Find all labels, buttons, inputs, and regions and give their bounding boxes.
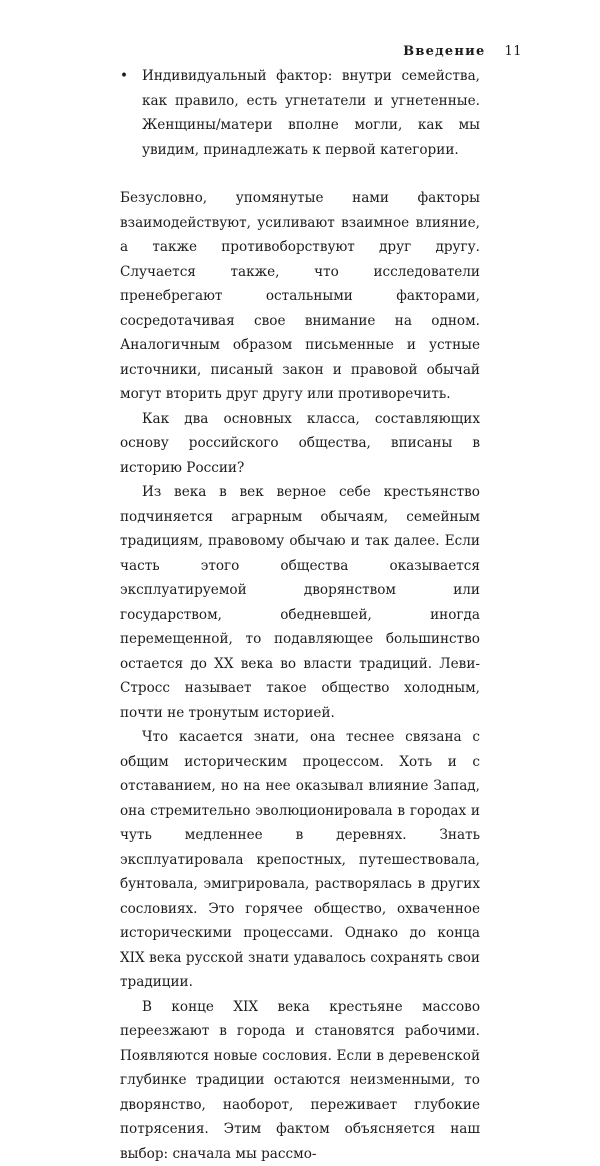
paragraph: Безусловно, упомянутые нами факторы взаимодействуют, усиливают взаимное влияние, а также противоборствуют друг другу. Случается также, что исследователи пренебрегают остальными факторами, сосредотачивая свое внимание на одном. Аналогичным образом письменные и устные источники, писаный закон и правовой обычай могут вторить друг другу или противоречить. xyxy=(120,186,480,407)
page-body xyxy=(120,64,480,1166)
bullet-icon: • xyxy=(120,64,128,89)
bullet-text: Индивидуальный фактор: внутри семейства, как правило, есть угнетатели и угнетенные. Женщины/матери вполне могли, как мы увидим, принадлежать к первой категории. xyxy=(142,64,480,162)
paragraph: Из века в век верное себе крестьянство подчиняется аграрным обычаям, семейным традициям, правовому обычаю и так далее. Если часть этого общества оказывается эксплуатируемой дворянством или государством, обедневшей, иногда перемещенной, то подавляющее большинство остается до XX века во власти традиций. Леви-Стросс называет такое общество холодным, почти не тронутым историей. xyxy=(120,480,480,725)
bullet-item xyxy=(120,64,480,162)
page-number: 11 xyxy=(504,44,522,59)
paragraph: Как два основных класса, составляющих основу российского общества, вписаны в историю России? xyxy=(120,407,480,481)
running-head-section: Введение xyxy=(403,44,485,59)
paragraph: В конце XIX века крестьяне массово переезжают в города и становятся рабочими. Появляются новые сословия. Если в деревенской глубинке традиции остаются неизменными, то дворянство, наоборот, переживает глубокие потрясения. Этим фактом объясняется наш выбор: сначала мы рассмо- xyxy=(120,995,480,1166)
paragraph: Что касается знати, она теснее связана с общим историческим процессом. Хоть и с отставанием, но на нее оказывал влияние Запад, она стремительно эволюционировала в городах и чуть медленнее в деревнях. Знать эксплуатировала крепостных, путешествовала, бунтовала, эмигрировала, растворялась в других сословиях. Это горячее общество, охваченное историческими процессами. Однако до конца XIX века русской знати удавалось сохранять свои традиции. xyxy=(120,725,480,995)
running-head xyxy=(403,44,522,59)
